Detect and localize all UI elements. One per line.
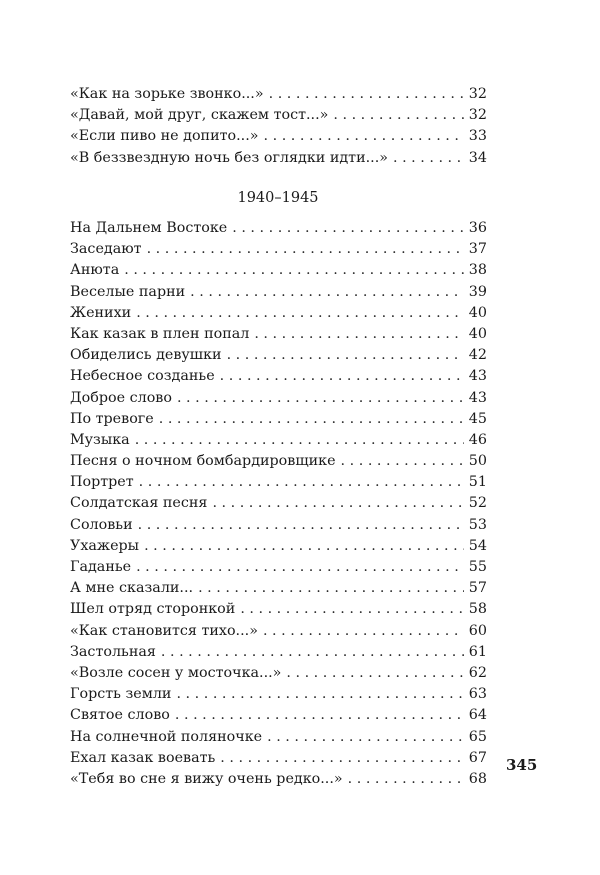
toc-entry-title: «Возле сосен у мосточка...» xyxy=(70,664,282,681)
toc-entry-page: 62 xyxy=(468,664,487,681)
toc-entry xyxy=(70,642,487,663)
toc-entry-page: 50 xyxy=(468,453,487,470)
dot-leader xyxy=(286,663,463,684)
toc-entry xyxy=(70,684,487,705)
toc-entry-page: 63 xyxy=(468,686,487,703)
toc-entry-page: 60 xyxy=(468,622,487,639)
toc-entry-title: «Тебя во сне я вижу очень редко...» xyxy=(70,770,343,787)
dot-leader xyxy=(159,409,464,430)
toc-entry xyxy=(70,515,487,536)
toc-entry-page: 53 xyxy=(468,516,487,533)
toc-entry-title: Женихи xyxy=(70,304,132,321)
dot-leader xyxy=(212,493,463,514)
toc-list-section xyxy=(70,218,487,790)
dot-leader xyxy=(240,599,463,620)
dot-leader xyxy=(198,578,464,599)
toc-entry-title: Небесное созданье xyxy=(70,368,215,385)
dot-leader xyxy=(220,366,464,387)
dot-leader xyxy=(190,282,464,303)
dot-leader xyxy=(348,769,464,790)
toc-entry xyxy=(70,557,487,578)
toc-entry-page: 46 xyxy=(468,431,487,448)
toc-entry-page: 64 xyxy=(468,707,487,724)
dot-leader xyxy=(232,218,464,239)
toc-entry xyxy=(70,282,487,303)
toc-entry xyxy=(70,105,487,126)
toc-entry xyxy=(70,239,487,260)
section-heading: 1940–1945 xyxy=(237,190,319,206)
toc-entry xyxy=(70,472,487,493)
toc-entry xyxy=(70,451,487,472)
toc-entry xyxy=(70,388,487,409)
dot-leader xyxy=(176,684,463,705)
dot-leader xyxy=(136,303,464,324)
page-number: 345 xyxy=(506,756,538,774)
dot-leader xyxy=(254,324,463,345)
toc-entry-title: «Давай, мой друг, скажем тост...» xyxy=(70,107,329,124)
toc-entry xyxy=(70,493,487,514)
toc-entry-title: Шел отряд сторонкой xyxy=(70,601,236,618)
toc-entry-title: Портрет xyxy=(70,474,134,491)
toc-entry-page: 65 xyxy=(468,728,487,745)
toc-entry-page: 40 xyxy=(468,325,487,342)
toc-entry-page: 61 xyxy=(468,643,487,660)
toc-entry-title: Музыка xyxy=(70,431,130,448)
dot-leader xyxy=(227,345,464,366)
dot-leader xyxy=(264,126,464,147)
toc-entry-title: Ухажеры xyxy=(70,537,140,554)
toc-entry xyxy=(70,126,487,147)
toc-entry-title: Обиделись девушки xyxy=(70,347,222,364)
dot-leader xyxy=(138,515,464,536)
toc-entry-page: 43 xyxy=(468,389,487,406)
toc-entry-page: 43 xyxy=(468,368,487,385)
toc-entry-title: На Дальнем Востоке xyxy=(70,220,228,236)
toc-entry-page: 45 xyxy=(468,410,487,427)
toc-entry xyxy=(70,621,487,642)
dot-leader xyxy=(144,536,464,557)
dot-leader xyxy=(267,727,464,748)
toc-entry xyxy=(70,324,487,345)
toc-entry-page: 57 xyxy=(468,580,487,597)
toc-entry-page: 33 xyxy=(468,128,487,145)
dot-leader xyxy=(175,705,464,726)
dot-leader xyxy=(139,472,464,493)
toc-entry-title: Застольная xyxy=(70,643,156,660)
dot-leader xyxy=(147,239,464,260)
toc-list-previous-section xyxy=(70,84,487,169)
toc-entry-title: Ехал казак воевать xyxy=(70,749,216,766)
toc-entry-title: «Если пиво не допито...» xyxy=(70,128,259,145)
toc-entry xyxy=(70,303,487,324)
dot-leader xyxy=(135,430,464,451)
toc-entry-page: 58 xyxy=(468,601,487,618)
toc-entry xyxy=(70,84,487,105)
toc-entry-page: 67 xyxy=(468,749,487,766)
toc-entry-page: 54 xyxy=(468,537,487,554)
dot-leader xyxy=(124,260,464,281)
toc-entry-page: 32 xyxy=(468,86,487,102)
toc-entry-title: На солнечной поляночке xyxy=(70,728,263,745)
toc-entry-title: Как казак в плен попал xyxy=(70,325,250,342)
toc-entry-page: 36 xyxy=(468,220,487,236)
toc-entry xyxy=(70,769,487,790)
toc-entry-title: Гаданье xyxy=(70,559,132,575)
toc-entry xyxy=(70,260,487,281)
toc-entry-title: Соловьи xyxy=(70,516,133,533)
toc-entry xyxy=(70,536,487,557)
toc-entry-title: «В беззвездную ночь без оглядки идти...» xyxy=(70,149,388,166)
dot-leader xyxy=(161,642,464,663)
toc-entry xyxy=(70,345,487,366)
dot-leader xyxy=(393,148,464,169)
toc-entry-title: А мне сказали... xyxy=(70,580,194,597)
toc-entry xyxy=(70,705,487,726)
toc-entry xyxy=(70,663,487,684)
toc-entry-title: Анюта xyxy=(70,262,120,279)
toc-entry-title: Песня о ночном бомбардировщике xyxy=(70,453,336,470)
toc-entry-page: 32 xyxy=(468,107,487,124)
toc-entry xyxy=(70,218,487,239)
toc-entry xyxy=(70,748,487,769)
toc-entry-page: 42 xyxy=(468,347,487,364)
toc-entry-page: 68 xyxy=(468,770,487,787)
toc-entry-title: «Как на зорьке звонко...» xyxy=(70,86,264,102)
toc-entry xyxy=(70,599,487,620)
toc-entry-title: Заседают xyxy=(70,241,142,258)
toc-entry xyxy=(70,409,487,430)
dot-leader xyxy=(177,388,464,409)
toc-entry-page: 39 xyxy=(468,283,487,300)
toc-entry-page: 52 xyxy=(468,495,487,512)
dot-leader xyxy=(341,451,464,472)
dot-leader xyxy=(333,105,463,126)
toc-entry xyxy=(70,430,487,451)
toc-entry-page: 34 xyxy=(468,149,487,166)
toc-entry-title: Доброе слово xyxy=(70,389,172,406)
toc-entry xyxy=(70,578,487,599)
toc-entry-title: «Как становится тихо...» xyxy=(70,622,258,639)
toc-entry-title: Горсть земли xyxy=(70,686,172,703)
toc-entry-title: Святое слово xyxy=(70,707,170,724)
dot-leader xyxy=(136,557,464,578)
toc-entry-page: 55 xyxy=(468,559,487,575)
toc-entry-title: По тревоге xyxy=(70,410,154,427)
toc-entry xyxy=(70,366,487,387)
dot-leader xyxy=(220,748,464,769)
toc-entry xyxy=(70,727,487,748)
toc-entry xyxy=(70,148,487,169)
toc-entry-title: Веселые парни xyxy=(70,283,186,300)
dot-leader xyxy=(269,84,464,105)
toc-entry-title: Солдатская песня xyxy=(70,495,208,512)
toc-entry-page: 37 xyxy=(468,241,487,258)
dot-leader xyxy=(263,621,464,642)
toc-entry-page: 51 xyxy=(468,474,487,491)
toc-entry-page: 40 xyxy=(468,304,487,321)
toc-entry-page: 38 xyxy=(468,262,487,279)
